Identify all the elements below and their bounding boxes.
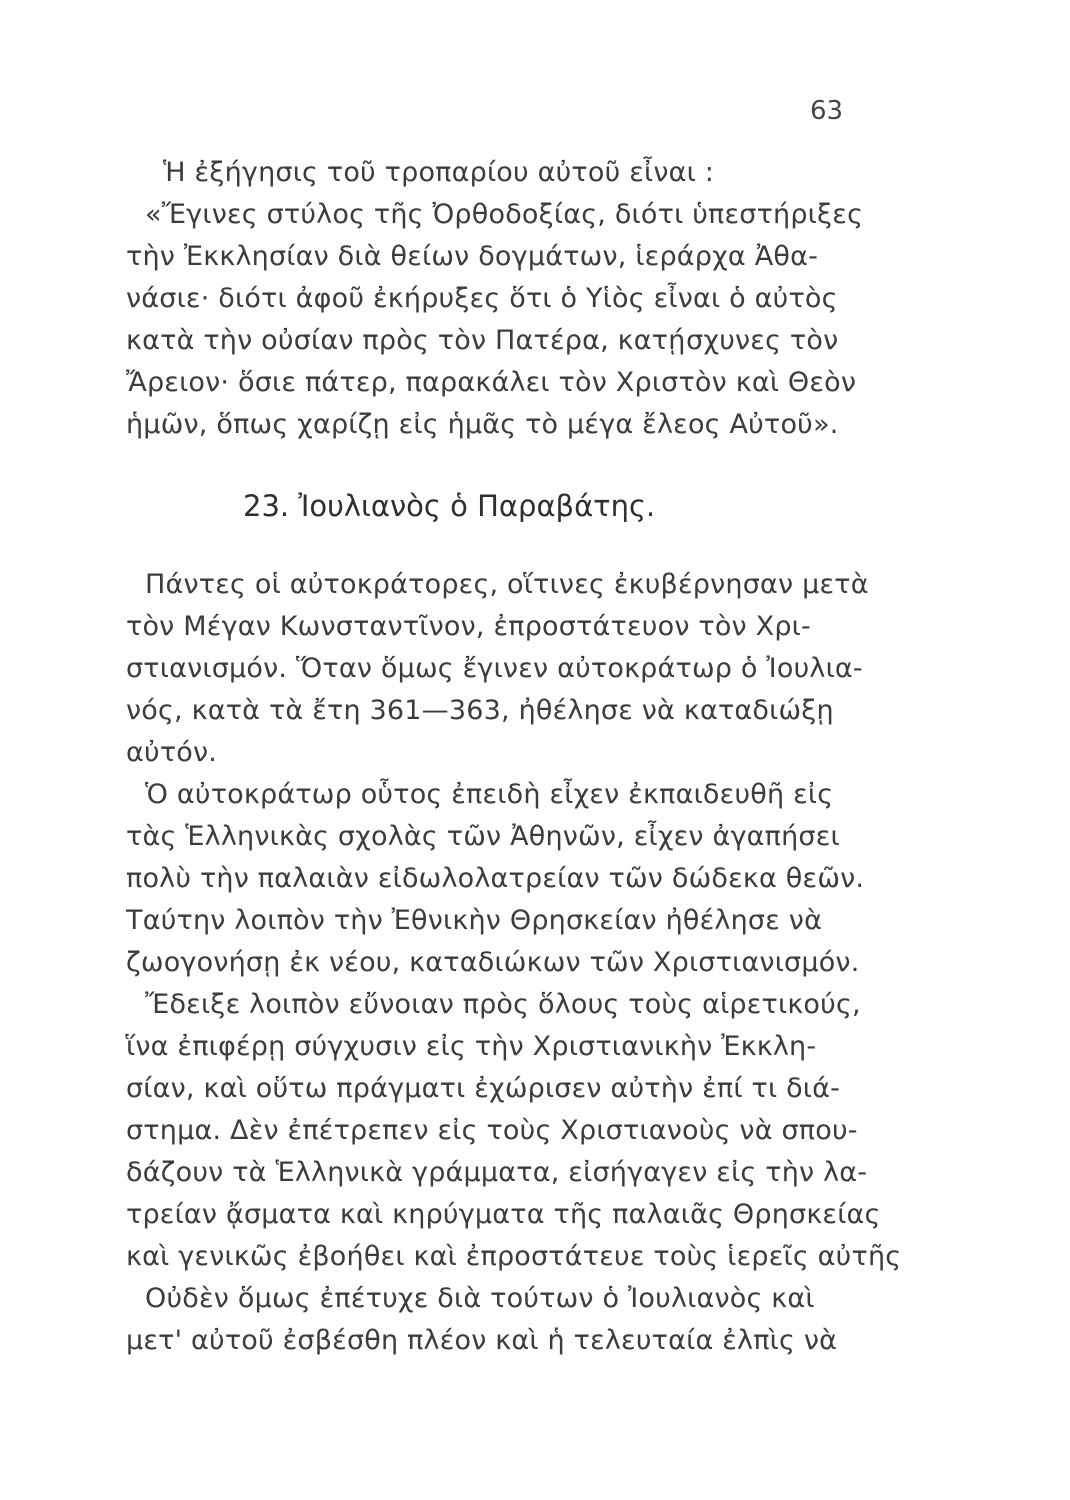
body-line: ζωογονήσῃ ἐκ νέου, καταδιώκων τῶν Χριστιανισμόν. [126, 947, 860, 978]
body-line: στημα. Δὲν ἐπέτρεπεν εἰς τοὺς Χριστιανοὺς νὰ σπου- [126, 1115, 858, 1146]
body-line: καὶ γενικῶς ἐβοήθει καὶ ἐπροστάτευε τοὺς ἱερεῖς αὐτῆς [126, 1241, 902, 1272]
body-line: Ταύτην λοιπὸν τὴν Ἐθνικὴν Θρησκείαν ἠθέλησε νὰ [126, 905, 823, 936]
body-line: Ὁ αὐτοκράτωρ οὗτος ἐπειδὴ εἶχεν ἐκπαιδευθῆ εἰς [145, 779, 834, 810]
body-line: νός, κατὰ τὰ ἔτη 361—363, ἠθέλησε νὰ καταδιώξῃ [126, 695, 834, 726]
body-line: μετ' αὐτοῦ ἐσβέσθη πλέον καὶ ἡ τελευταία ἐλπὶς νὰ [126, 1325, 838, 1356]
intro-line: Ἡ ἐξήγησις τοῦ τροπαρίου αὐτοῦ εἶναι : [163, 157, 715, 188]
body-line: τρείαν ᾄσματα καὶ κηρύγματα τῆς παλαιᾶς Θρησκείας [126, 1199, 881, 1230]
body-line: Πάντες οἱ αὐτοκράτορες, οἵτινες ἐκυβέρνησαν μετὰ [145, 569, 869, 600]
intro-line: Ἄρειον· ὅσιε πάτερ, παρακάλει τὸν Χριστὸν καὶ Θεὸν [126, 367, 857, 398]
section-heading: 23. Ἰουλιανὸς ὁ Παραβάτης. [243, 489, 656, 523]
body-line: αὐτόν. [126, 737, 218, 768]
body-line: Οὐδὲν ὅμως ἐπέτυχε διὰ τούτων ὁ Ἰουλιανὸς καὶ [145, 1283, 815, 1314]
intro-line: «Ἔγινες στύλος τῆς Ὀρθοδοξίας, διότι ὑπεστήριξες [145, 199, 864, 230]
body-line: στιανισμόν. Ὅταν ὅμως ἔγινεν αὐτοκράτωρ ὁ Ἰουλια- [126, 653, 863, 684]
body-line: δάζουν τὰ Ἑλληνικὰ γράμματα, εἰσήγαγεν εἰς τὴν λα- [126, 1157, 868, 1188]
intro-line: κατὰ τὴν οὐσίαν πρὸς τὸν Πατέρα, κατῄσχυνες τὸν [126, 325, 839, 356]
intro-line: ἡμῶν, ὅπως χαρίζῃ εἰς ἡμᾶς τὸ μέγα ἔλεος Αὐτοῦ». [126, 409, 839, 440]
body-line: τὸν Μέγαν Κωνσταντῖνον, ἐπροστάτευον τὸν Χρι- [126, 611, 811, 642]
intro-line: τὴν Ἐκκλησίαν διὰ θείων δογμάτων, ἱεράρχα Ἀθα- [126, 241, 819, 272]
body-line: Ἔδειξε λοιπὸν εὔνοιαν πρὸς ὅλους τοὺς αἱρετικούς, [145, 989, 861, 1020]
page-number: 63 [810, 96, 844, 126]
body-line: τὰς Ἑλληνικὰς σχολὰς τῶν Ἀθηνῶν, εἶχεν ἀγαπήσει [126, 821, 840, 852]
body-line: ἵνα ἐπιφέρῃ σύγχυσιν εἰς τὴν Χριστιανικὴν Ἐκκλη- [126, 1031, 817, 1062]
body-line: σίαν, καὶ οὕτω πράγματι ἐχώρισεν αὐτὴν ἐπί τι διά- [126, 1073, 841, 1104]
body-line: πολὺ τὴν παλαιὰν εἰδωλολατρείαν τῶν δώδεκα θεῶν. [126, 863, 865, 894]
intro-line: νάσιε· διότι ἀφοῦ ἐκήρυξες ὅτι ὁ Υἱὸς εἶναι ὁ αὐτὸς [126, 283, 838, 314]
